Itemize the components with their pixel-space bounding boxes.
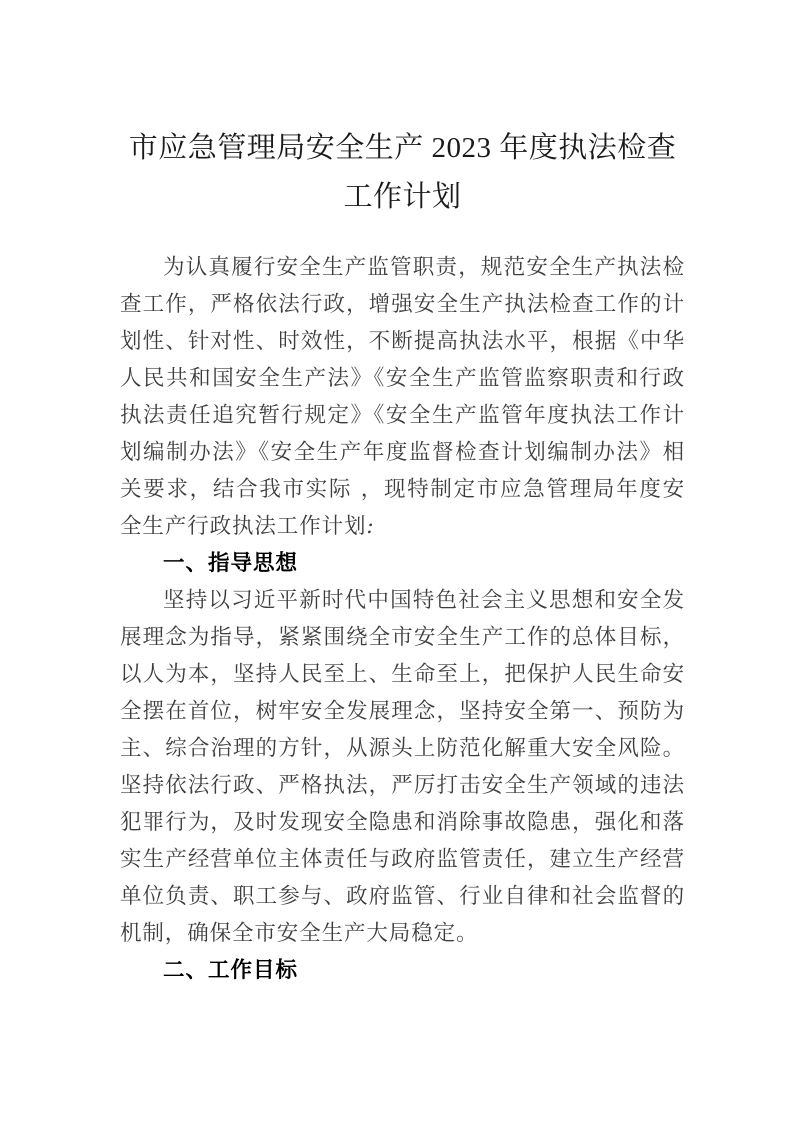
page-title bbox=[120, 0, 685, 222]
section-1-body-paragraph: 坚持以习近平新时代中国特色社会主义思想和安全发展理念为指导，紧紧围绕全市安全生产工作的总体目标，以人为本，坚持人民至上、生命至上，把保护人民生命安全摆在首位，树牢安全发展理念，坚持安全第一、预防为主、综合治理的方针，从源头上防范化解重大安全风险。坚持依法行政、严格执法，严厉打击安全生产领域的违法犯罪行为，及时发现安全隐患和消除事故隐患，强化和落实生产经营单位主体责任与政府监管责任，建立生产经营单位负责、职工参与、政府监管、行业自律和社会监督的机制，确保全市安全生产大局稳定。 bbox=[120, 588, 685, 946]
section-heading-work-objectives: 二、工作目标 bbox=[163, 958, 299, 982]
page-title-line-2: 工作计划 bbox=[343, 181, 462, 213]
document-content-column bbox=[120, 0, 685, 989]
preamble-paragraph: 为认真履行安全生产监管职责，规范安全生产执法检查工作，严格依法行政，增强安全生产执法检查工作的计划性、针对性、时效性，不断提高执法水平，根据《中华人民共和国安全生产法》《安全生产监管监察职责和行政执法责任追究暂行规定》《安全生产监管年度执法工作计划编制办法》《安全生产年度监督检查计划编制办法》相关要求，结合我市实际 ，现特制定市应急管理局年度安全生产行政执法工作计划: bbox=[120, 255, 685, 539]
page-title-line-1: 市应急管理局安全生产 2023 年度执法检查 bbox=[128, 132, 677, 164]
section-heading-guiding-ideology: 一、指导思想 bbox=[163, 551, 299, 575]
